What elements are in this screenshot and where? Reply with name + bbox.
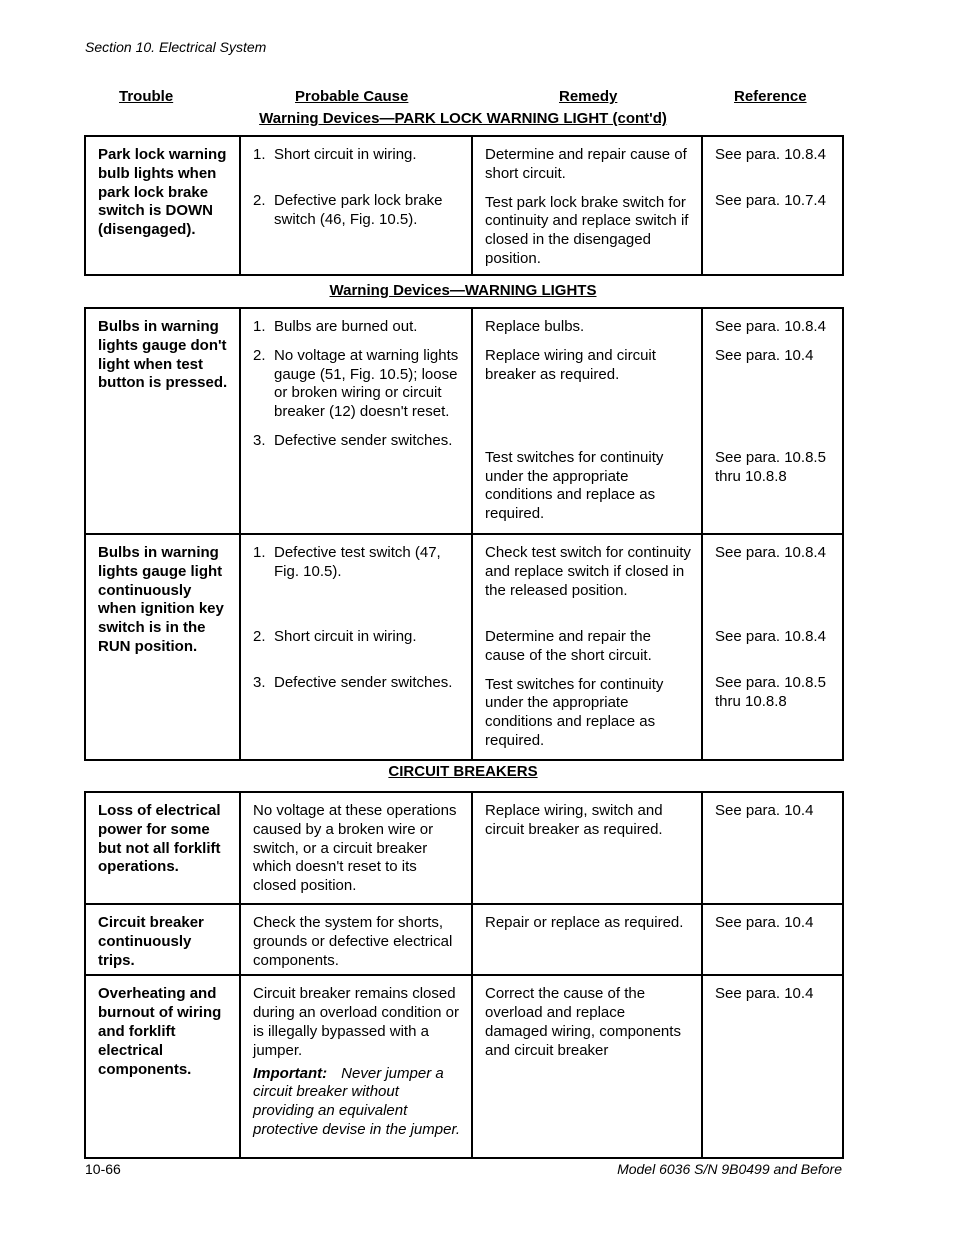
- model-footer: Model 6036 S/N 9B0499 and Before: [617, 1161, 842, 1177]
- reference-text: See para. 10.8.4: [715, 318, 826, 335]
- cause-cell: 1. Short circuit in wiring. 2. Defective park lock brake switch (46, Fig. 10.5).: [240, 136, 472, 275]
- page-number: 10-66: [85, 1161, 121, 1177]
- table-row: [85, 534, 843, 760]
- trouble-cell: Loss of electrical power for some but not all forklift operations.: [85, 792, 240, 904]
- reference-text: See para. 10.8.4: [715, 146, 826, 163]
- remedy-cell: Replace wiring, switch and circuit breaker as required.: [472, 792, 702, 904]
- cause-cell: [240, 975, 472, 1158]
- col-header-cause: Probable Cause: [295, 88, 409, 105]
- reference-text: See para. 10.7.4: [715, 192, 826, 209]
- trouble-cell: Park lock warning bulb lights when park lock brake switch is DOWN (disengaged).: [85, 136, 240, 275]
- page-header: Section 10. Electrical System: [85, 39, 267, 55]
- trouble-cell: Bulbs in warning lights gauge light continuously when ignition key switch is in the RUN position.: [85, 534, 240, 760]
- table-row: [85, 904, 843, 975]
- cause-cell: Check the system for shorts, grounds or defective electrical components.: [240, 904, 472, 975]
- trouble-cell: Overheating and burnout of wiring and forklift electrical components.: [85, 975, 240, 1158]
- cause-cell: 1. Bulbs are burned out. 2. No voltage at warning lights gauge (51, Fig. 10.5); loose or broken wiring or circuit breaker (12) doesn't reset. 3. Defective sender switches.: [240, 308, 472, 534]
- section-title-warning-lights: Warning Devices—WARNING LIGHTS: [329, 282, 597, 299]
- remedy-cell: Repair or replace as required.: [472, 904, 702, 975]
- cause-text: Bulbs are burned out.: [274, 318, 418, 335]
- remedy-text: Test switches for continuity under the appropriate conditions and replace as required.: [485, 448, 664, 523]
- cause-text: Defective sender switches.: [274, 431, 453, 449]
- important-note: [253, 1065, 461, 1140]
- reference-cell: See para. 10.4: [702, 904, 843, 975]
- cause-text: Short circuit in wiring.: [274, 628, 417, 645]
- remedy-text: Determine and repair the cause of the short circuit.: [485, 628, 652, 664]
- section-title-circuit-breakers: CIRCUIT BREAKERS: [388, 763, 538, 780]
- table-row: [85, 308, 843, 534]
- cause-text: Short circuit in wiring.: [274, 146, 417, 163]
- col-header-trouble: Trouble: [119, 88, 174, 105]
- col-header-reference: Reference: [734, 88, 807, 105]
- remedy-cell: Correct the cause of the overload and replace damaged wiring, components and circuit breaker: [472, 975, 702, 1158]
- reference-text: See para. 10.4: [715, 346, 814, 364]
- table-row: [85, 136, 843, 275]
- remedy-text: Test switches for continuity under the appropriate conditions and replace as required.: [485, 675, 664, 749]
- remedy-text: Check test switch for continuity and replace switch if closed in the released position.: [485, 544, 691, 599]
- cause-text: Defective park lock brake switch (46, Fig. 10.5).: [274, 192, 443, 228]
- reference-cell: [702, 136, 843, 275]
- reference-cell: See para. 10.4: [702, 975, 843, 1158]
- important-label: Important:: [253, 1064, 328, 1082]
- table-warning-lights: [84, 307, 844, 761]
- trouble-cell: Bulbs in warning lights gauge don't light when test button is pressed.: [85, 308, 240, 534]
- remedy-cell: [472, 136, 702, 275]
- cause-text: Circuit breaker remains closed during an overload condition or is illegally bypassed with a jumper.: [253, 985, 459, 1059]
- remedy-cell: [472, 308, 702, 534]
- reference-cell: [702, 308, 843, 534]
- remedy-text: Replace wiring and circuit breaker as required.: [485, 346, 656, 383]
- table-circuit-breakers: [84, 791, 844, 1159]
- cause-text: No voltage at warning lights gauge (51, Fig. 10.5); loose or broken wiring or circuit breaker (12) doesn't reset.: [274, 346, 459, 421]
- reference-text: See para. 10.8.5 thru 10.8.8: [715, 674, 826, 710]
- column-headers: [0, 88, 954, 108]
- table-row: [85, 975, 843, 1158]
- table-park-lock: [84, 135, 844, 276]
- remedy-text: Determine and repair cause of short circuit.: [485, 146, 687, 182]
- reference-text: See para. 10.8.4: [715, 628, 826, 645]
- trouble-cell: Circuit breaker continuously trips.: [85, 904, 240, 975]
- reference-cell: [702, 534, 843, 760]
- col-header-remedy: Remedy: [559, 88, 618, 105]
- cause-text: Defective test switch (47, Fig. 10.5).: [274, 544, 441, 580]
- important-text: Never jumper a circuit breaker without providing an equivalent protective devise in the jumper.: [253, 1064, 461, 1138]
- cause-text: Defective sender switches.: [274, 674, 453, 691]
- remedy-cell: [472, 534, 702, 760]
- remedy-text: Test park lock brake switch for continuity and replace switch if closed in the disengaged position.: [485, 193, 689, 267]
- reference-cell: See para. 10.4: [702, 792, 843, 904]
- reference-text: See para. 10.8.5 thru 10.8.8: [715, 448, 826, 485]
- section-title-park-lock: Warning Devices—PARK LOCK WARNING LIGHT (cont'd): [259, 110, 667, 127]
- cause-cell: 1. Defective test switch (47, Fig. 10.5). 2. Short circuit in wiring. 3. Defective sender switches.: [240, 534, 472, 760]
- remedy-text: Replace bulbs.: [485, 318, 585, 335]
- table-row: [85, 792, 843, 904]
- reference-text: See para. 10.8.4: [715, 544, 826, 561]
- cause-cell: No voltage at these operations caused by a broken wire or switch, or a circuit breaker which doesn't reset to its closed position.: [240, 792, 472, 904]
